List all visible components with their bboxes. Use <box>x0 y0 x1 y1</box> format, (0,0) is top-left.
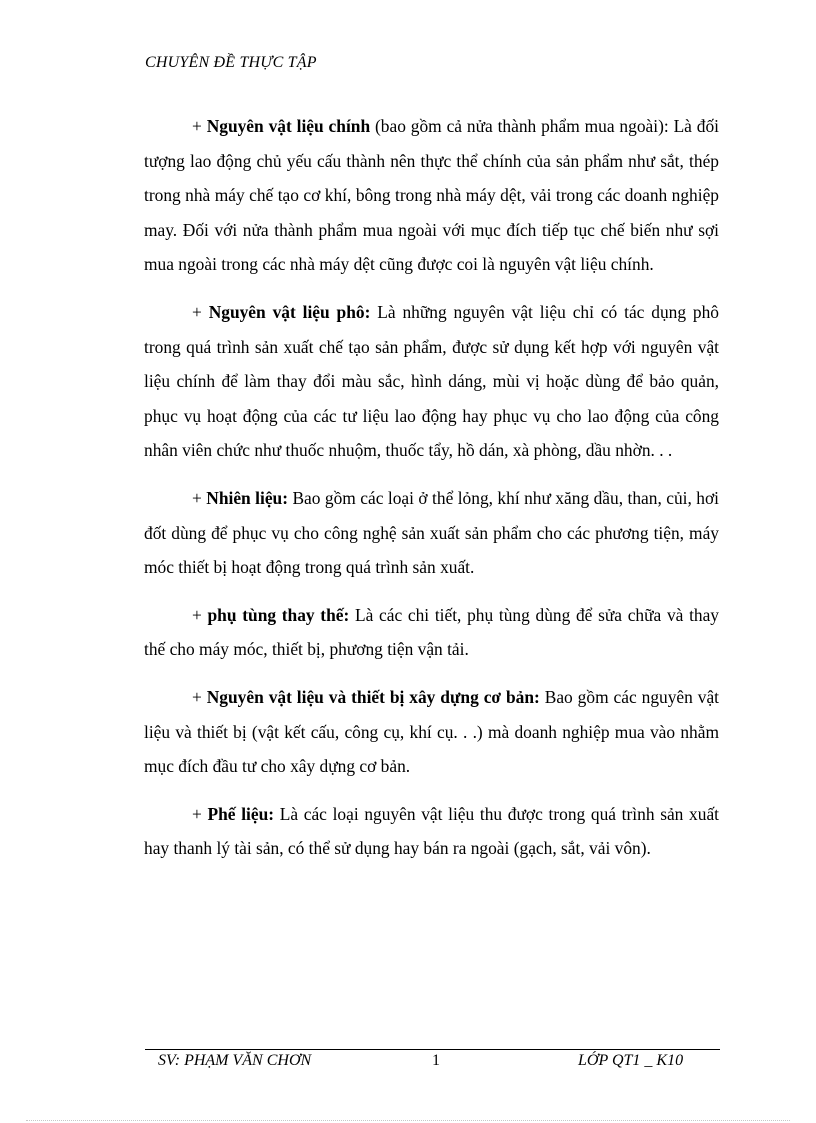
paragraph-fuel <box>144 481 719 585</box>
paragraph-text: Là các chi tiết, phụ tùng dùng để sửa chữa và thay thế cho máy móc, thiết bị, phương tiện vận tải. <box>144 604 720 660</box>
paragraph-text: Là những nguyên vật liệu chỉ có tác dụng phô trong quá trình sản xuất chế tạo sản phẩm, được sử dụng kết hợp với nguyên vật liệu chính để làm thay đổi màu sắc, hình dáng, mùi vị hoặc dùng để bảo quản, phục vụ hoạt động của các tư liệu lao động hay phục vụ cho lao động của công nhân viên chức như thuốc nhuộm, thuốc tẩy, hồ dán, xà phòng, dầu nhờn. . . <box>144 301 719 461</box>
paragraph-prefix: + <box>192 116 207 136</box>
paragraph-prefix: + <box>192 686 207 707</box>
paragraph-main-materials <box>144 109 719 282</box>
page-bottom-edge <box>26 1120 790 1121</box>
paragraph-text: Bao gồm các nguyên vật liệu và thiết bị (vật kết cấu, công cụ, khí cụ. . .) mà doanh nghiệp mua vào nhằm mục đích đầu tư cho xây dựng cơ bản. <box>144 686 719 777</box>
paragraph-prefix: + <box>192 803 208 824</box>
paragraph-text: (bao gồm cả nửa thành phẩm mua ngoài): Là đối tượng lao động chủ yếu cấu thành nên thực thể chính của sản phẩm như sắt, thép trong nhà máy chế tạo cơ khí, bông trong nhà máy dệt, vải trong các doanh nghiệp may. Đối với nửa thành phẩm mua ngoài với mục đích tiếp tục chế biến như sợi mua ngoài trong các nhà máy dệt cũng được coi là nguyên vật liệu chính. <box>144 116 720 275</box>
paragraph-scrap <box>144 797 719 866</box>
paragraph-construction-materials <box>144 680 719 784</box>
term-bold: Nhiên liệu: <box>206 487 289 508</box>
paragraph-text: Là các loại nguyên vật liệu thu được trong quá trình sản xuất hay thanh lý tài sản, có thể sử dụng hay bán ra ngoài (gạch, sắt, vải vôn). <box>144 803 719 859</box>
page-header: CHUYÊN ĐỀ THỰC TẬP <box>145 54 317 71</box>
paragraph-prefix: + <box>192 301 209 322</box>
footer-class: LỚP QT1 _ K10 <box>578 1052 684 1069</box>
paragraph-spare-parts <box>144 598 719 667</box>
term-bold: Phế liệu: <box>207 803 275 824</box>
footer-student-name: SV: PHẠM VĂN CHƠN <box>158 1052 312 1069</box>
term-bold: Nguyên vật liệu phô: <box>208 301 371 322</box>
paragraph-prefix: + <box>192 604 208 625</box>
body-text <box>144 109 719 879</box>
footer-divider <box>145 1049 720 1050</box>
term-bold: Nguyên vật liệu và thiết bị xây dựng cơ bản: <box>206 686 540 707</box>
paragraph-auxiliary-materials <box>144 295 719 468</box>
term-bold: phụ tùng thay thế: <box>207 604 350 625</box>
term-bold: Nguyên vật liệu chính <box>206 116 371 136</box>
paragraph-prefix: + <box>192 487 207 508</box>
footer-page-number: 1 <box>432 1052 440 1069</box>
paragraph-text: Bao gồm các loại ở thể lỏng, khí như xăng dầu, than, củi, hơi đốt dùng để phục vụ cho công nghệ sản xuất sản phẩm cho các phương tiện, máy móc thiết bị hoạt động trong quá trình sản xuất. <box>144 487 720 578</box>
